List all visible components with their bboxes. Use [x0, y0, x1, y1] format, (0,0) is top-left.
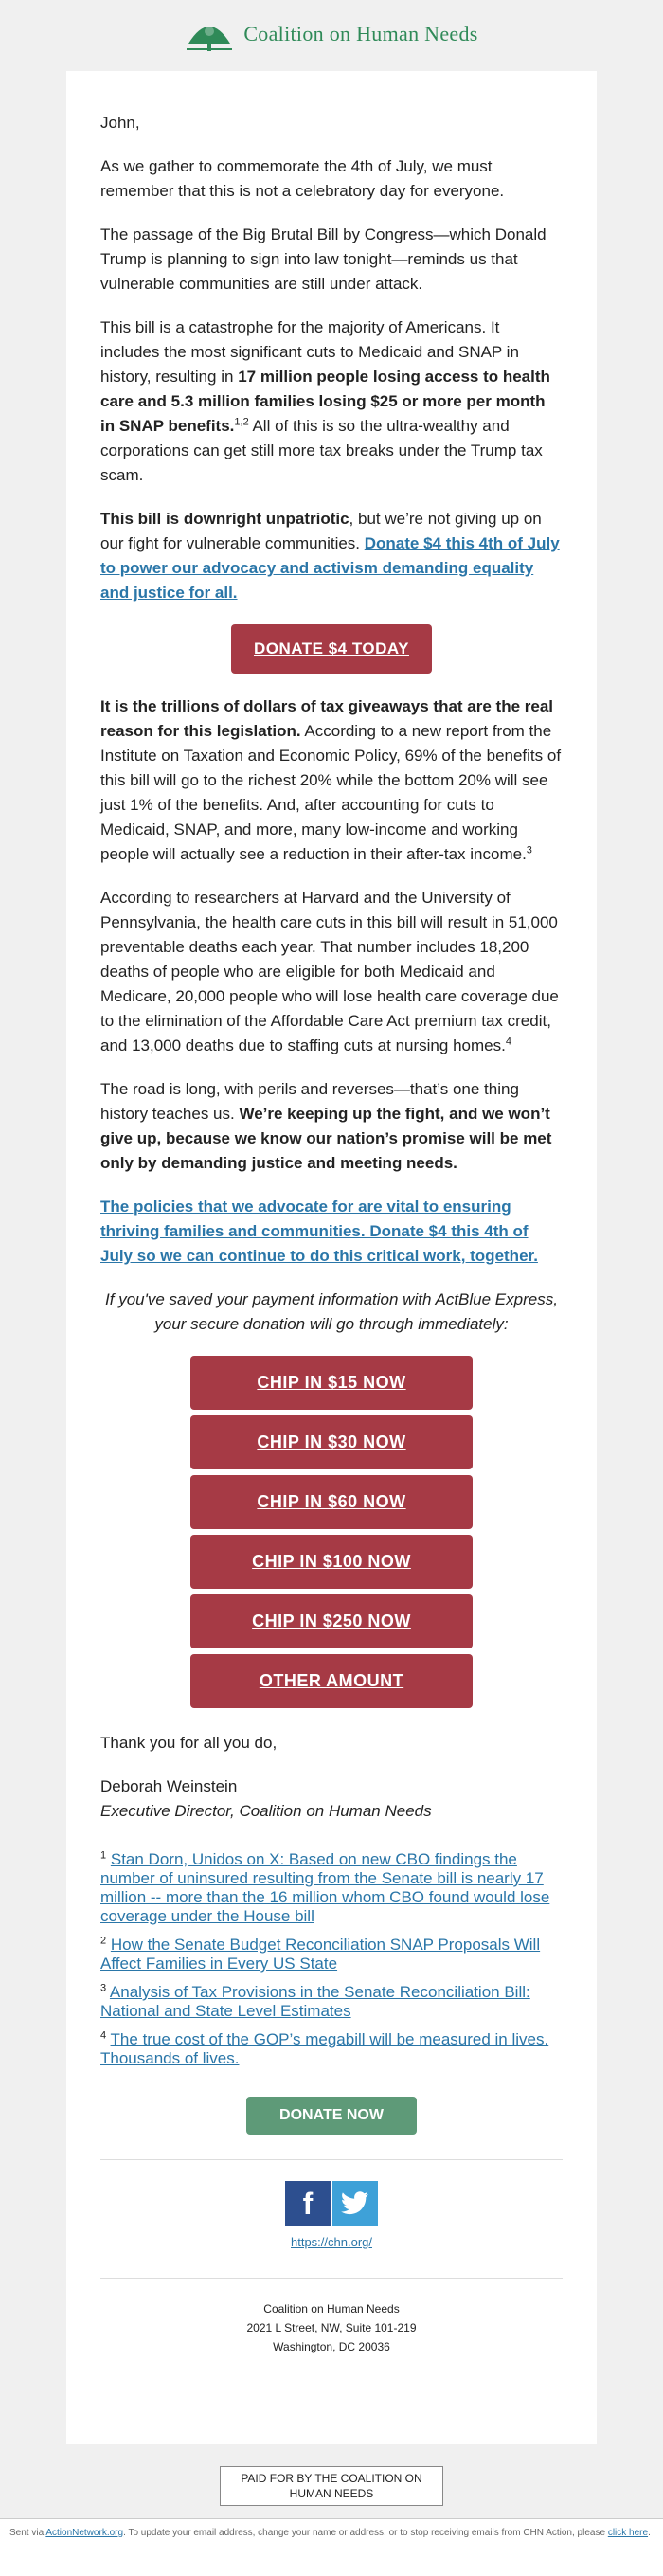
greeting: John, [100, 114, 140, 132]
donate-link-1[interactable]: Donate $4 this 4th of July to power our advocacy and activism demanding equality and justice for all. [100, 534, 560, 602]
paid-for-disclaimer: PAID FOR BY THE COALITION ON HUMAN NEEDS [220, 2466, 443, 2506]
chip-buttons [100, 1356, 563, 1708]
thanks: Thank you for all you do, [100, 1734, 278, 1752]
footnote-link[interactable]: The true cost of the GOP’s megabill will be measured in lives. Thousands of lives. [100, 2030, 549, 2067]
chip-15-button[interactable]: CHIP IN $15 NOW [190, 1356, 473, 1410]
paragraph-4: This bill is downright unpatriotic, but we’re not giving up on our fight for vulnerable communities. Donate $4 this 4th of July to power our advocacy and activism demanding equality and justice for all. [100, 510, 560, 602]
email-body [66, 71, 597, 2444]
chip-250-button[interactable]: CHIP IN $250 NOW [190, 1594, 473, 1648]
chip-30-button[interactable]: CHIP IN $30 NOW [190, 1415, 473, 1469]
footnote-link[interactable]: Analysis of Tax Provisions in the Senate Reconciliation Bill: National and State Level Estimates [100, 1983, 530, 2020]
unsubscribe-link[interactable]: click here [607, 2528, 649, 2538]
paragraph-3: This bill is a catastrophe for the majority of Americans. It includes the most significant cuts to Medicaid and SNAP in history, resulting in 17 million people losing access to health care and 5.3 million families losing $25 or more per month in SNAP benefits.$^{1,2}$ All of this is so the ultra-wealthy and corporations can get still more tax breaks under the Trump tax scam. [100, 318, 550, 484]
facebook-icon[interactable]: f [285, 2181, 331, 2226]
footnote-ref: 4 [505, 1036, 511, 1048]
mailing-address: Coalition on Human Needs 2021 L Street, NW, Suite 101-219 Washington, DC 20036 [246, 2302, 417, 2353]
paragraph-6: According to researchers at Harvard and the University of Pennsylvania, the health care cuts in this bill will result in 51,000 preventable deaths each year. That number includes 18,200 deaths of people who are eligible for both Medicaid and Medicare, 20,000 people who will lose health care coverage due to the elimination of the Affordable Care Act premium tax credit, and 13,000 deaths due to staffing cuts at nursing homes.$^4$ [100, 889, 559, 1054]
footnote-link[interactable]: Stan Dorn, Unidos on X: Based on new CBO findings the number of uninsured resulting from the Senate bill is nearly 17 million -- more than the 16 million whom CBO found would lose coverage under the House bill [100, 1850, 550, 1925]
chn-website-link[interactable]: https://chn.org/ [291, 2235, 372, 2249]
signature: Deborah Weinstein Executive Director, Coalition on Human Needs [100, 1777, 432, 1820]
org-name: Coalition on Human Needs [243, 22, 478, 45]
twitter-icon[interactable] [332, 2181, 378, 2226]
donate-now-button[interactable]: DONATE NOW [246, 2097, 417, 2135]
social-icons [100, 2181, 563, 2226]
footnotes [100, 1850, 563, 2068]
footnote-ref: 1,2 [234, 416, 249, 428]
footnote: $^2$ How the Senate Budget Reconciliation SNAP Proposals Will Affect Families in Every US State [100, 1935, 541, 1973]
donate-link-2[interactable]: The policies that we advocate for are vital to ensuring thriving families and communities. Donate $4 this 4th of July so we can continue to do this critical work, together. [100, 1198, 538, 1265]
chip-60-button[interactable]: CHIP IN $60 NOW [190, 1475, 473, 1529]
divider [100, 2278, 563, 2279]
tree-logo-icon [185, 15, 234, 53]
footnote: $^3$ Analysis of Tax Provisions in the Senate Reconciliation Bill: National and State Level Estimates [100, 1982, 530, 2020]
email-header [0, 0, 663, 68]
chip-100-button[interactable]: CHIP IN $100 NOW [190, 1535, 473, 1589]
express-note: If you've saved your payment information with ActBlue Express, your secure donation will go through immediately: [105, 1290, 558, 1333]
footnote: $^4$ The true cost of the GOP’s megabill will be measured in lives. Thousands of lives. [100, 2029, 549, 2067]
footnote-ref: 3 [526, 844, 532, 856]
other-amount-button[interactable]: OTHER AMOUNT [190, 1654, 473, 1708]
paragraph-7: The road is long, with perils and reverses—that’s one thing history teaches us. We’re keeping up the fight, and we won’t give up, because we know our nation’s promise will be met only by demanding justice and meeting needs. [100, 1080, 552, 1172]
footnote-link[interactable]: How the Senate Budget Reconciliation SNAP Proposals Will Affect Families in Every US State [100, 1936, 541, 1973]
footnote: $^1$ Stan Dorn, Unidos on X: Based on new CBO findings the number of uninsured resulting from the Senate bill is nearly 17 million -- more than the 16 million whom CBO found would lose coverage under the House bill [100, 1849, 550, 1925]
email-footer: Sent via ActionNetwork.org. To update your email address, change your name or address, or to stop receiving emails from CHN Action, please click here. [0, 2518, 663, 2576]
paragraph-5: It is the trillions of dollars of tax giveaways that are the real reason for this legislation. According to a new report from the Institute on Taxation and Economic Policy, 69% of the benefits of this bill will go to the richest 20% while the bottom 20% will see just 1% of the benefits. And, after accounting for cuts to Medicaid, SNAP, and more, many low-income and working people will actually see a reduction in their after-tax income.$^3$ [100, 697, 562, 863]
paragraph-1: As we gather to commemorate the 4th of July, we must remember that this is not a celebratory day for everyone. [100, 157, 505, 200]
donate-4-button[interactable]: DONATE $4 TODAY [231, 624, 432, 674]
actionnetwork-link[interactable]: ActionNetwork.org [45, 2528, 124, 2538]
paragraph-8 [100, 1195, 563, 1269]
paragraph-2: The passage of the Big Brutal Bill by Congress—which Donald Trump is planning to sign into law tonight—reminds us that vulnerable communities are still under attack. [100, 225, 547, 293]
divider [100, 2159, 563, 2160]
